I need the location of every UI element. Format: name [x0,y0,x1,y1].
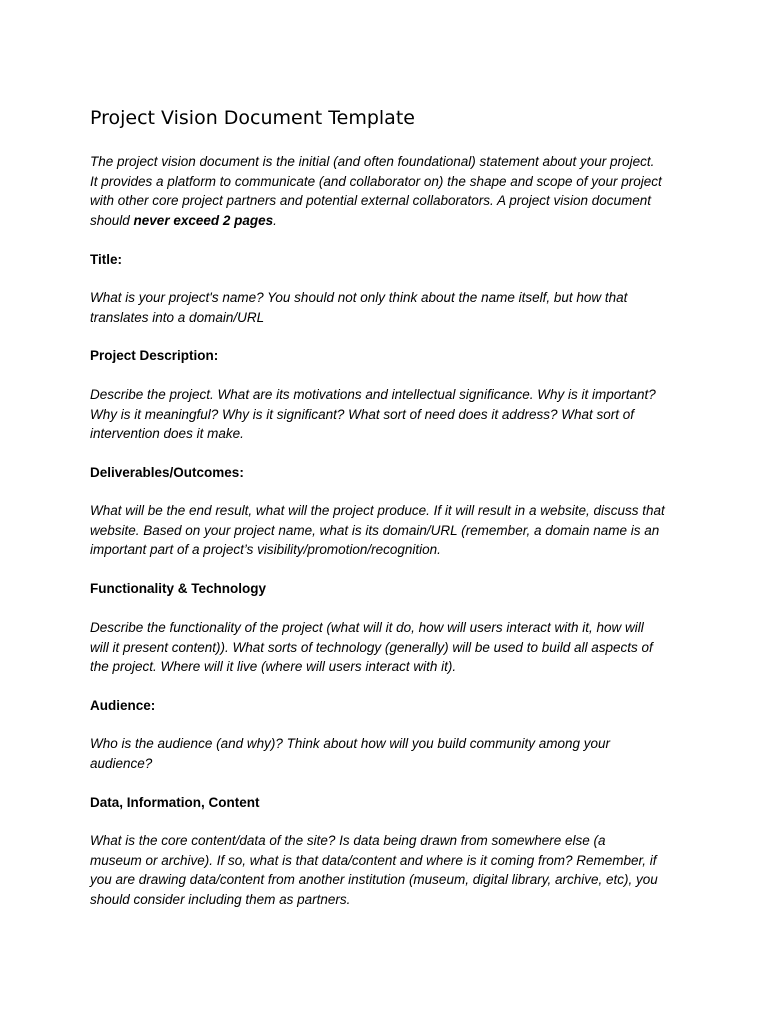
section-heading-functionality: Functionality & Technology [90,581,267,596]
section-line: website. Based on your project name, what is its domain/URL (remember, a domain name is an [90,522,660,538]
intro-paragraph [90,152,690,230]
document-title: Project Vision Document Template [90,107,415,129]
section-line: What is the core content/data of the site? Is data being drawn from somewhere else (a [90,833,606,848]
intro-line: with other core project partners and potential external collaborators. A project vision document [90,193,652,208]
section-body-deliverables [90,501,690,560]
intro-line: It provides a platform to communicate (and collaborator on) the shape and scope of your project [90,173,662,189]
section-body-data [90,831,690,909]
section-line: important part of a project’s visibility/promotion/recognition. [90,542,441,557]
section-line: museum or archive). If so, what is that data/content and where is it coming from? Remember, if [90,852,657,868]
section-body-project-description [90,385,690,444]
section-heading-title: Title: [90,252,123,267]
section-line: What is your project's name? You should not only think about the name itself, but how that [90,290,628,305]
section-body-functionality [90,618,690,677]
section-line: Who is the audience (and why)? Think about how will you build community among your [90,736,611,751]
intro-last-line-prefix: should [90,212,134,228]
intro-line: The project vision document is the initial (and often foundational) statement about your project. [90,154,655,169]
page-limit-emphasis: never exceed 2 pages [133,212,274,228]
section-line: Why is it meaningful? Why is it significant? What sort of need does it address? What sort of [90,406,634,422]
section-line: the project. Where will it live (where will users interact with it). [90,659,457,674]
intro-last-line-suffix: . [273,212,277,228]
section-heading-deliverables: Deliverables/Outcomes: [90,465,244,480]
section-line: Describe the functionality of the project (what will it do, how will users interact with it, how will [90,620,644,635]
section-line: should consider including them as partners. [90,891,351,907]
section-line: will it present content)). What sorts of technology (generally) will be used to build all aspects of [90,639,653,655]
section-line: translates into a domain/URL [90,309,265,325]
section-line: you are drawing data/content from another institution (museum, digital library, archive, etc), you [90,872,658,887]
section-line: audience? [90,755,153,771]
section-line: Describe the project. What are its motivations and intellectual significance. Why is it important? [90,387,656,402]
section-line: intervention does it make. [90,426,244,441]
section-heading-project-description: Project Description: [90,348,219,363]
section-heading-audience: Audience: [90,698,156,713]
section-heading-data: Data, Information, Content [90,795,260,810]
section-body-title [90,288,690,327]
intro-last-line [90,211,690,231]
section-line: What will be the end result, what will the project produce. If it will result in a website, discuss that [90,503,665,518]
section-body-audience [90,734,690,773]
